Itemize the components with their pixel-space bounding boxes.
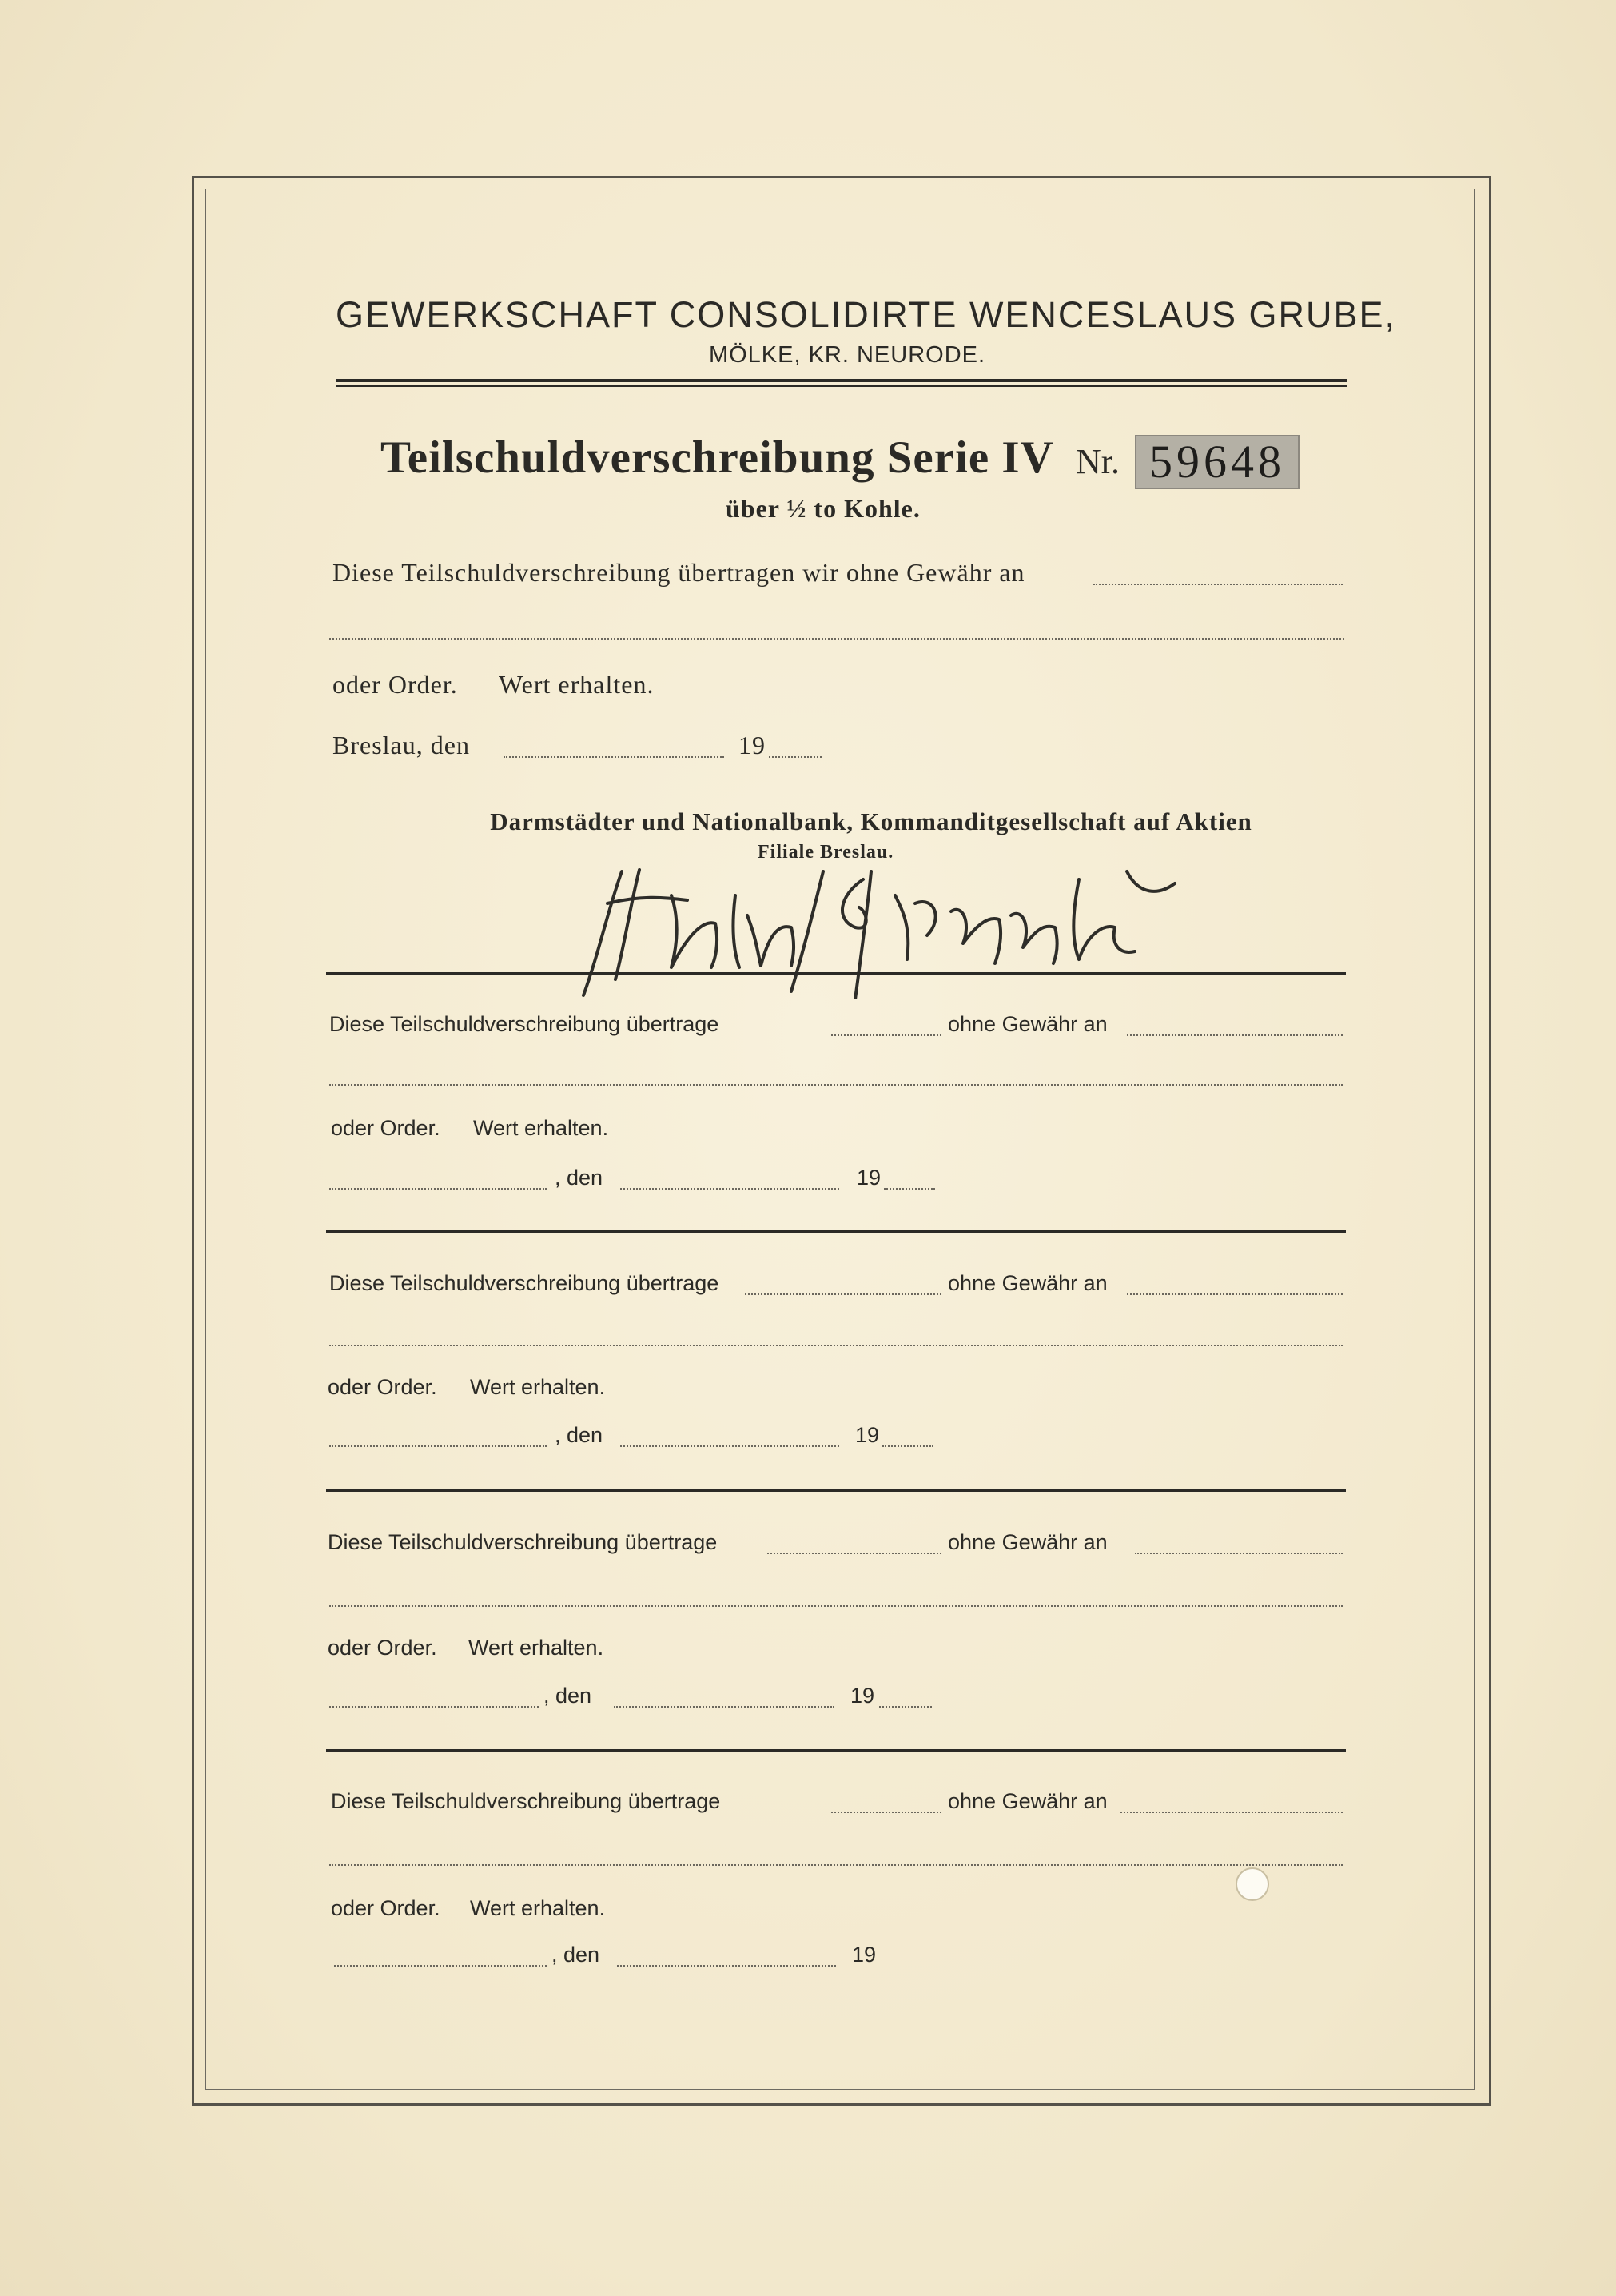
place-date-text: Breslau, den (332, 731, 470, 759)
endorsement-4-den: , den (551, 1943, 600, 1967)
certificate-subtitle: über ½ to Kohle. (726, 494, 921, 523)
endorsement-3-recipient-dotline[interactable] (1135, 1553, 1343, 1554)
certificate-number: 59648 (1135, 435, 1300, 489)
endorsement-3-ohne: ohne Gewähr an (948, 1530, 1108, 1554)
endorsement-3-order: oder Order. (328, 1636, 437, 1660)
endorsement-1-rule (326, 1230, 1346, 1233)
endorsement-4-date-dotline[interactable] (617, 1965, 836, 1967)
endorsement-4-dotline-2[interactable] (329, 1864, 1343, 1866)
endorsement-3-year-dotline[interactable] (879, 1706, 932, 1708)
endorsement-2-dotline-2[interactable] (329, 1345, 1343, 1346)
endorsement-3-place-dotline[interactable] (329, 1706, 539, 1708)
endorsement-2-year-dotline[interactable] (882, 1445, 933, 1447)
endorsement-3-den: , den (543, 1684, 592, 1708)
endorsement-1-date-dotline[interactable] (620, 1188, 839, 1190)
endorsement-2-place-dotline[interactable] (329, 1445, 547, 1447)
header-rule-thin (336, 385, 1347, 387)
recipient-dotline-2[interactable] (329, 638, 1344, 640)
endorsement-4-value: Wert erhalten. (470, 1896, 606, 1920)
company-location: MÖLKE, KR. NEURODE. (708, 342, 986, 368)
endorsement-2-order: oder Order. (328, 1375, 437, 1399)
endorsement-3-value: Wert erhalten. (468, 1636, 604, 1660)
date-dotline[interactable] (504, 756, 724, 758)
endorsement-1-order: oder Order. (331, 1116, 440, 1140)
endorsement-1-den: , den (555, 1166, 603, 1190)
endorsement-1-year-dotline[interactable] (884, 1188, 935, 1190)
endorsement-4-by-dotline[interactable] (831, 1812, 941, 1813)
endorsement-2-year: 19 (855, 1423, 880, 1447)
endorsement-4-text: Diese Teilschuldverschreibung übertrage (331, 1789, 721, 1813)
header-rule (336, 379, 1347, 382)
year-text: 19 (738, 731, 766, 759)
endorsement-1-dotline-2[interactable] (329, 1084, 1343, 1086)
endorsement-3-dotline-2[interactable] (329, 1605, 1343, 1607)
endorsement-1-recipient-dotline[interactable] (1127, 1034, 1343, 1036)
endorsement-3-text: Diese Teilschuldverschreibung übertrage (328, 1530, 718, 1554)
endorsement-2-value: Wert erhalten. (470, 1375, 606, 1399)
endorsement-1-ohne: ohne Gewähr an (948, 1012, 1108, 1036)
endorsement-3-rule (326, 1749, 1346, 1752)
endorsement-4-place-dotline[interactable] (334, 1965, 547, 1967)
value-text: Wert erhalten. (499, 670, 655, 699)
endorsement-2-rule (326, 1489, 1346, 1492)
endorsement-1-value: Wert erhalten. (473, 1116, 609, 1140)
endorsement-1-year: 19 (857, 1166, 882, 1190)
signature-rule (326, 972, 1346, 975)
endorsement-3-year: 19 (850, 1684, 875, 1708)
endorsement-2-text: Diese Teilschuldverschreibung übertrage (329, 1271, 719, 1295)
handwritten-signature (551, 847, 1191, 999)
company-name: GEWERKSCHAFT CONSOLIDIRTE WENCESLAUS GRUBE, (336, 294, 1397, 335)
endorsement-3-by-dotline[interactable] (767, 1553, 941, 1554)
order-text: oder Order. (332, 670, 458, 699)
endorsement-2-recipient-dotline[interactable] (1127, 1293, 1343, 1295)
endorsement-2-den: , den (555, 1423, 603, 1447)
endorsement-1-place-dotline[interactable] (329, 1188, 547, 1190)
endorsement-4-year: 19 (852, 1943, 877, 1967)
endorsement-4-order: oder Order. (331, 1896, 440, 1920)
endorsement-1-by-dotline[interactable] (831, 1034, 941, 1036)
endorsement-3-date-dotline[interactable] (614, 1706, 834, 1708)
endorsement-2-date-dotline[interactable] (620, 1445, 839, 1447)
punch-hole (1236, 1867, 1269, 1901)
endorsement-2-by-dotline[interactable] (745, 1293, 941, 1295)
bank-branch: Filiale Breslau. (758, 842, 894, 863)
recipient-dotline-1[interactable] (1093, 584, 1343, 585)
bank-name: Darmstädter und Nationalbank, Kommanditgesellschaft auf Aktien (490, 807, 1252, 835)
endorsement-4-recipient-dotline[interactable] (1120, 1812, 1343, 1813)
number-label: Nr. (1076, 442, 1120, 481)
certificate-title: Teilschuldverschreibung Serie IV (380, 432, 1054, 483)
endorsement-2-ohne: ohne Gewähr an (948, 1271, 1108, 1295)
endorsement-1-text: Diese Teilschuldverschreibung übertrage (329, 1012, 719, 1036)
transfer-text: Diese Teilschuldverschreibung übertragen wir ohne Gewähr an (332, 558, 1025, 587)
year-dotline[interactable] (769, 756, 822, 758)
endorsement-4-ohne: ohne Gewähr an (948, 1789, 1108, 1813)
